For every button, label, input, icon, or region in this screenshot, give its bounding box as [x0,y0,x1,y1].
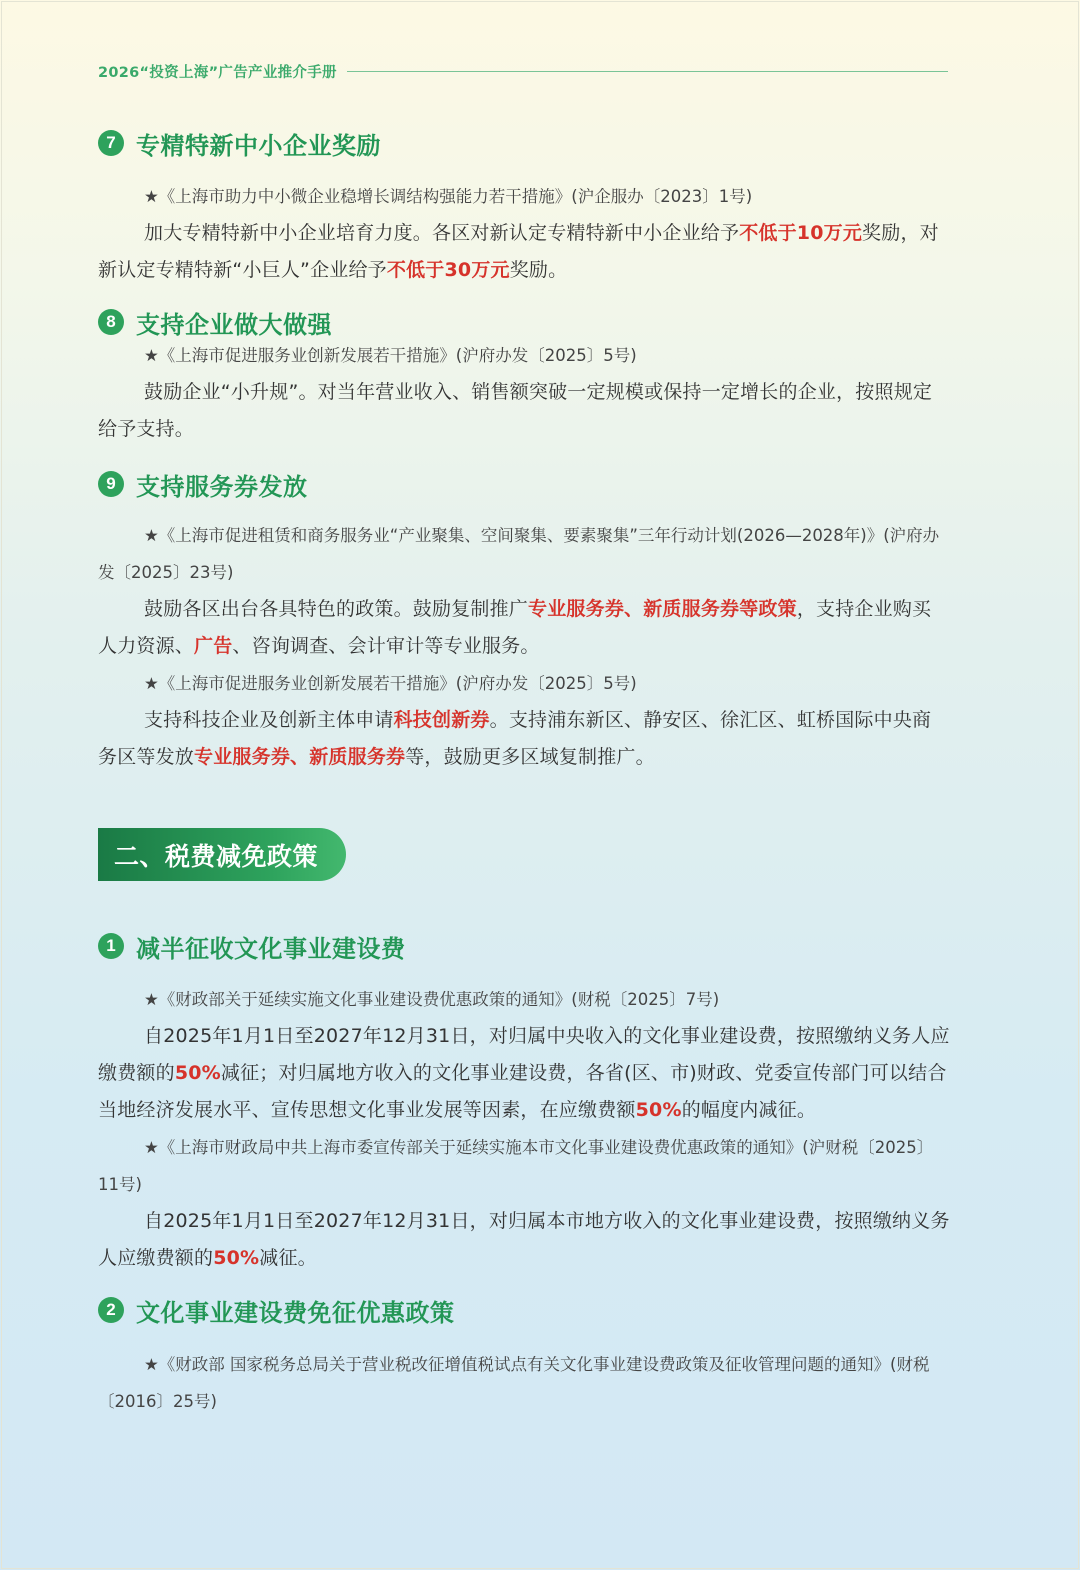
section-2-title: 二、税费减免政策 [114,841,319,871]
body-text: 等，鼓励更多区域复制推广。 [405,746,655,768]
item-9-source: ★《上海市促进租赁和商务服务业“产业聚集、空间聚集、要素聚集”三年行动计划(2026—2028年)》(沪府办发〔2025〕23号) [98,526,940,582]
body-text: 减征。 [259,1247,317,1269]
item-7-content [98,178,950,289]
item-8-title: 支持企业做大做强 [136,310,332,339]
tax-item-2-title: 文化事业建设费免征优惠政策 [136,1298,455,1327]
tax-item-1-body-2 [98,1203,950,1277]
body-text: 奖励，对新认定专精特新“小巨人”企业给予 [98,222,939,281]
body-text: 、咨询调查、会计审计等专业服务。 [232,635,540,657]
highlight-text: 50% [635,1099,682,1121]
number-circle-icon: 1 [98,933,124,959]
item-9-heading [98,466,308,502]
item-9-content [98,517,950,776]
body-text: 自2025年1月1日至2027年12月31日，对归属中央收入的文化事业建设费，按照缴纳义务人应缴费额的 [98,1025,950,1084]
tax-item-1-content [98,981,950,1277]
number-circle-icon: 2 [98,1297,124,1323]
body-text: 鼓励各区出台各具特色的政策。鼓励复制推广 [144,598,529,620]
highlight-text: 50% [174,1062,221,1084]
item-7-source: ★《上海市助力中小微企业稳增长调结构强能力若干措施》(沪企服办〔2023〕1号) [144,187,753,206]
tax-item-2-source: ★《财政部 国家税务总局关于营业税改征增值税试点有关文化事业建设费政策及征收管理问题的通知》(财税〔2016〕25号) [98,1355,930,1411]
tax-item-1-source: ★《财政部关于延续实施文化事业建设费优惠政策的通知》(财税〔2025〕7号) [144,990,720,1009]
highlight-text: 专业服务券、新质服务券等政策 [528,598,797,620]
tax-item-1-body [98,1018,950,1129]
number-circle-icon: 7 [98,130,124,156]
highlight-text: 50% [213,1247,260,1269]
highlight-text: 科技创新券 [393,709,490,731]
body-text: 自2025年1月1日至2027年12月31日，对归属本市地方收入的文化事业建设费，按照缴纳义务人应缴费额的 [98,1210,950,1269]
header-rule [347,71,948,72]
number-circle-icon: 8 [98,309,124,335]
highlight-text: 不低于10万元 [739,222,863,244]
item-8-body [98,374,950,448]
tax-item-1-title: 减半征收文化事业建设费 [136,934,406,963]
item-8-content [98,337,950,448]
body-text: 支持科技企业及创新主体申请 [144,709,394,731]
item-9-body-2 [98,702,950,776]
number-circle-icon: 9 [98,471,124,497]
header-title: 2026“投资上海”广告产业推介手册 [98,64,337,81]
body-text: 的幅度内减征。 [681,1099,817,1121]
body-text: 鼓励企业“小升规”。对当年营业收入、销售额突破一定规模或保持一定增长的企业，按照规定给予支持。 [98,381,933,440]
tax-item-1-source-2: ★《上海市财政局中共上海市委宣传部关于延续实施本市文化事业建设费优惠政策的通知》(沪财税〔2025〕11号) [98,1138,934,1194]
item-7-body [98,215,950,289]
item-7-title: 专精特新中小企业奖励 [136,131,381,160]
item-9-title: 支持服务券发放 [136,472,308,501]
highlight-text: 专业服务券、新质服务券 [194,746,406,768]
item-9-body [98,591,950,665]
body-text: 加大专精特新中小企业培育力度。各区对新认定专精特新中小企业给予 [144,222,740,244]
running-header [98,59,948,83]
item-9-source-2: ★《上海市促进服务业创新发展若干措施》(沪府办发〔2025〕5号) [144,674,637,693]
highlight-text: 不低于30万元 [386,259,510,281]
body-text: 。支持浦东新区、静安区、徐汇区、虹桥国际中央商务区等发放 [98,709,932,768]
body-text: 奖励。 [509,259,568,281]
body-text: ，支持企业购买人力资源、 [98,598,932,657]
tax-item-1-heading [98,928,406,964]
item-8-heading [98,304,332,340]
tax-item-2-heading [98,1292,455,1328]
item-7-heading [98,125,381,161]
tax-item-2-content [98,1346,950,1420]
body-text: 减征；对归属地方收入的文化事业建设费，各省(区、市)财政、党委宣传部门可以结合当地经济发展水平、宣传思想文化事业发展等因素，在应缴费额 [98,1062,947,1121]
item-8-source: ★《上海市促进服务业创新发展若干措施》(沪府办发〔2025〕5号) [144,346,637,365]
highlight-text: 广告 [194,635,233,657]
section-2-banner [98,828,346,881]
